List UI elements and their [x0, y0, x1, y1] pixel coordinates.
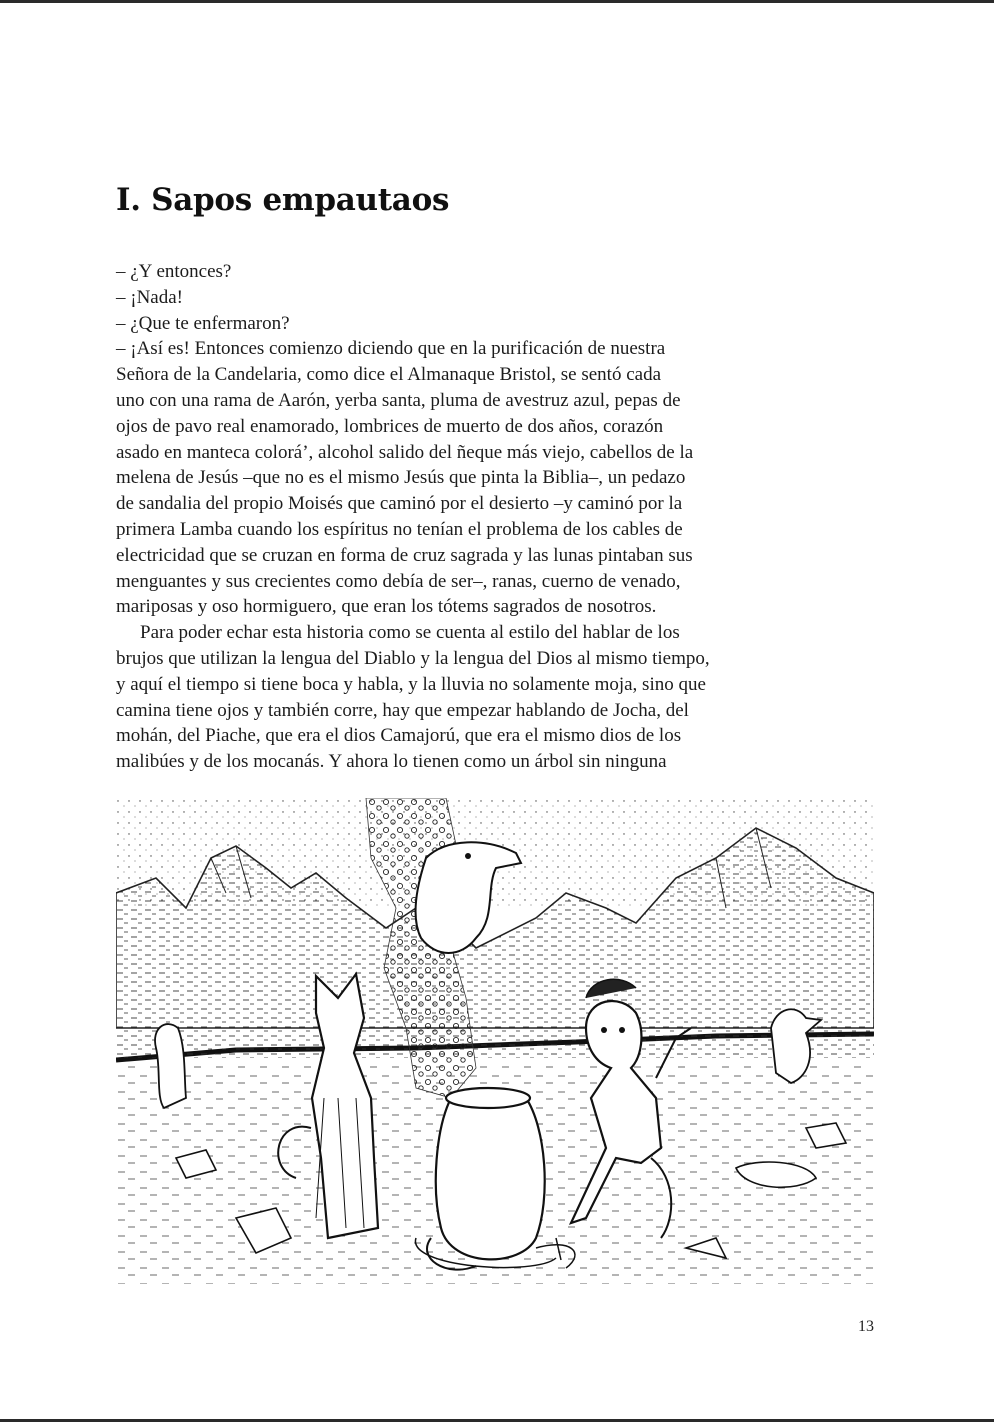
text-line: primera Lamba cuando los espíritus no tenían el problema de los cables de — [116, 518, 683, 540]
pot — [436, 1098, 545, 1259]
text-line: electricidad que se cruzan en forma de cruz sagrada y las lunas pintaban sus — [116, 544, 693, 566]
text-line: melena de Jesús –que no es el mismo Jesús que pinta la Biblia–, un pedazo — [116, 467, 686, 489]
text-line: asado en manteca colorá’, alcohol salido del ñeque más viejo, cabellos de la — [116, 441, 694, 463]
page-number: 13 — [858, 1318, 874, 1335]
paragraph-start-line: Para poder echar esta historia como se cuenta al estilo del hablar de los — [140, 622, 680, 644]
text-line: uno con una rama de Aarón, yerba santa, pluma de avestruz azul, pepas de — [116, 389, 681, 411]
text-line: de sandalia del propio Moisés que caminó por el desierto –y caminó por la — [116, 493, 683, 515]
text-line: – ¡Así es! Entonces comienzo diciendo que en la purificación de nuestra — [116, 338, 666, 360]
text-line: – ¡Nada! — [116, 286, 183, 308]
text-line: brujos que utilizan la lengua del Diablo y la lengua del Dios al mismo tiempo, — [116, 647, 710, 669]
text-line: – ¿Y entonces? — [116, 261, 232, 282]
left-small-creature — [155, 1024, 186, 1108]
text-line: malibúes y de los mocanás. Y ahora lo tienen como un árbol sin ninguna — [116, 751, 667, 773]
text-line: ojos de pavo real enamorado, lombrices de muerto de dos años, corazón — [116, 415, 664, 437]
text-line: mohán, del Piache, que era el dios Camajorú, que era el mismo dios de los — [116, 725, 682, 747]
text-line: menguantes y sus crecientes como debía de ser–, ranas, cuerno de venado, — [116, 570, 681, 592]
text-line: – ¿Que te enfermaron? — [116, 312, 290, 334]
chapter-title: I. Sapos empautaos — [116, 182, 450, 218]
page-top-edge — [0, 0, 994, 3]
text-line: mariposas y oso hormiguero, que eran los tótems sagrados de nosotros. — [116, 596, 657, 618]
text-line: camina tiene ojos y también corre, hay que empezar hablando de Jocha, del — [116, 699, 689, 721]
body-text — [116, 259, 876, 775]
text-line: y aquí el tiempo si tiene boca y habla, y la lluvia no solamente moja, sino que — [116, 673, 706, 695]
ink-illustration — [116, 798, 874, 1284]
text-line: Señora de la Candelaria, como dice el Almanaque Bristol, se sentó cada — [116, 364, 662, 386]
